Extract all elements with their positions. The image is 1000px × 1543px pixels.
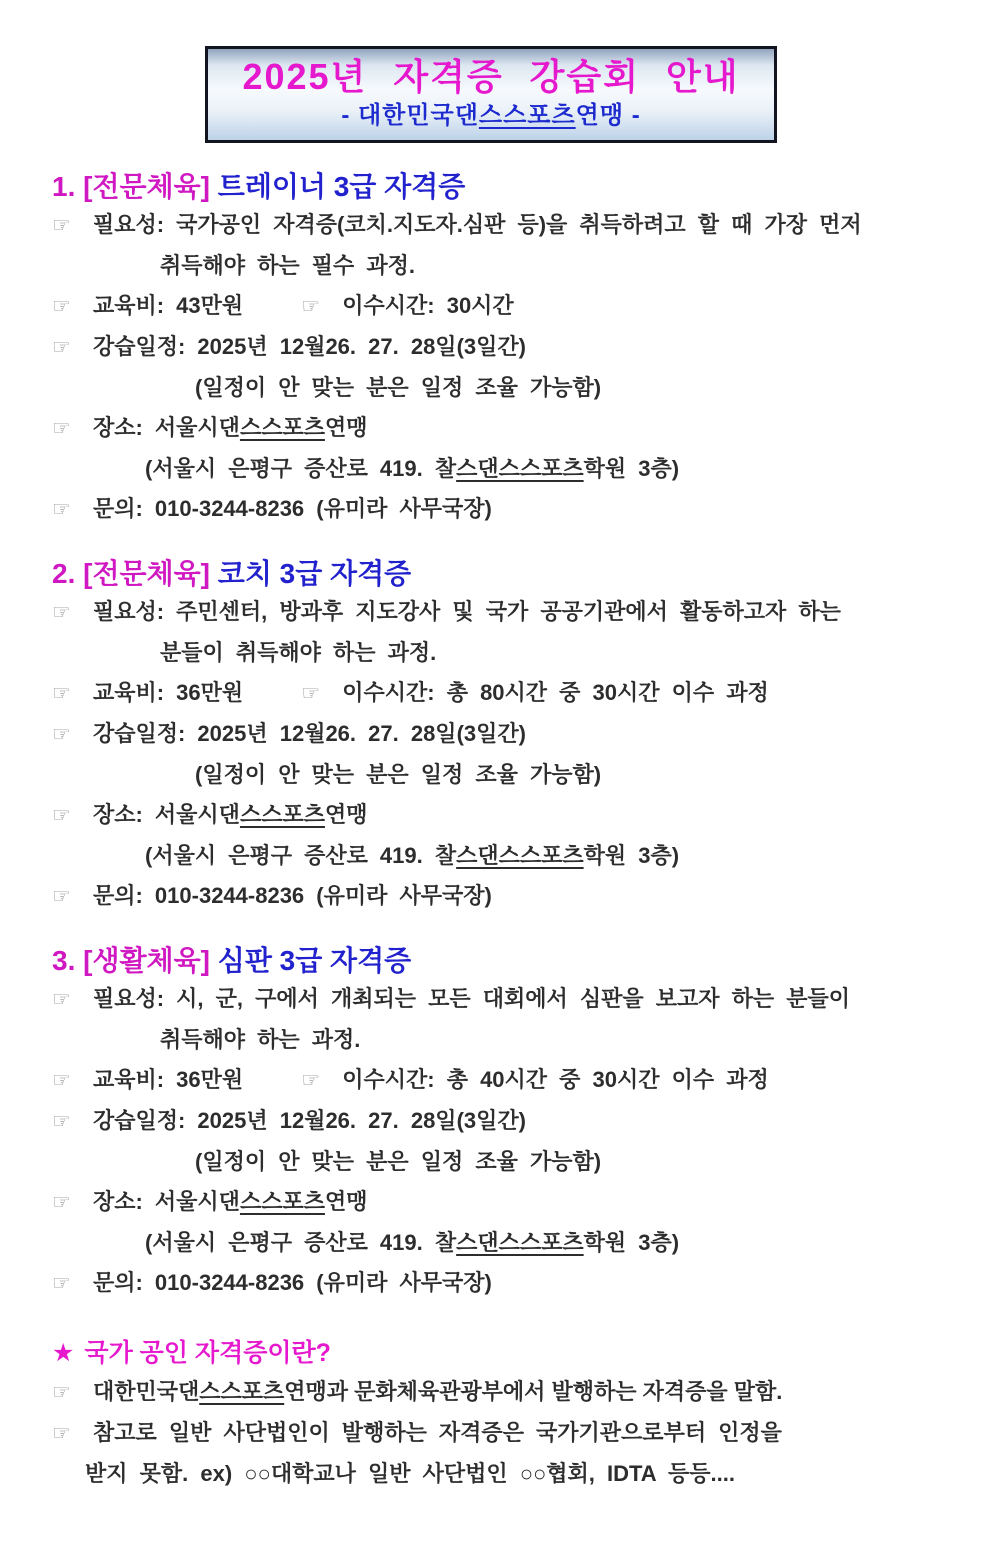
schedule-label: 강습일정: xyxy=(92,334,186,359)
need-line xyxy=(52,205,966,246)
need-line-continued: 취득해야 하는 필수 과정. xyxy=(160,253,415,278)
section-1-trainer-cert xyxy=(52,169,966,530)
venue-name-underlined: 스스포츠 xyxy=(239,1189,325,1214)
venue-line xyxy=(52,795,966,836)
contact-label: 문의: xyxy=(92,496,143,521)
pointing-hand-icon: ☞ xyxy=(52,336,71,359)
hours-value: 총 80시간 중 30시간 이수 과정 xyxy=(446,680,769,705)
pointing-hand-icon: ☞ xyxy=(52,682,71,705)
pointing-hand-icon: ☞ xyxy=(301,295,321,318)
section-title: 심판 3급 자격증 xyxy=(217,945,412,976)
venue-name-post: 연맹 xyxy=(324,415,368,440)
schedule-note: (일정이 안 맞는 분은 일정 조율 가능함) xyxy=(195,1149,602,1174)
venue-name-post: 연맹 xyxy=(324,1189,368,1214)
section-category: [전문체육] xyxy=(83,558,210,589)
footer-line-1-post: 연맹과 문화체육관광부에서 발행하는 자격증을 말함. xyxy=(284,1379,783,1404)
schedule-note: (일정이 안 맞는 분은 일정 조율 가능함) xyxy=(195,762,602,787)
fee-hours-line xyxy=(52,286,966,327)
section-heading xyxy=(52,943,966,979)
need-label: 필요성: xyxy=(92,212,165,237)
address-line xyxy=(52,449,966,489)
section-number: 1. xyxy=(52,171,76,202)
section-category: [전문체육] xyxy=(83,171,210,202)
schedule-label: 강습일정: xyxy=(92,1108,186,1133)
footer-line-1-pre: 대한민국댄 xyxy=(92,1379,200,1404)
section-title: 트레이너 3급 자격증 xyxy=(217,171,466,202)
pointing-hand-icon: ☞ xyxy=(52,214,71,237)
pointing-hand-icon: ☞ xyxy=(301,1069,321,1092)
hours-label: 이수시간: xyxy=(342,293,435,318)
star-icon: ★ xyxy=(52,1339,75,1367)
hours-value: 30시간 xyxy=(446,293,514,318)
banner-subtitle-underlined: 스스포츠 xyxy=(478,102,576,129)
footer-line-2 xyxy=(52,1413,966,1454)
pointing-hand-icon: ☞ xyxy=(52,417,71,440)
contact-label: 문의: xyxy=(92,1270,143,1295)
banner-subtitle xyxy=(212,101,770,131)
footer-line-1-text xyxy=(93,1379,782,1404)
address-pre: (서울시 은평구 증산로 419. 찰 xyxy=(145,843,457,868)
banner-subtitle-post: 연맹 - xyxy=(575,102,641,129)
venue-name xyxy=(155,802,368,827)
banner-subtitle-pre: - 대한민국댄 xyxy=(341,102,479,129)
notice-page xyxy=(0,46,1000,1543)
pointing-hand-icon: ☞ xyxy=(52,1381,71,1404)
footer-heading xyxy=(52,1334,966,1372)
fee-label: 교육비: xyxy=(92,1067,165,1092)
venue-name-pre: 서울시댄 xyxy=(154,1189,240,1214)
pointing-hand-icon: ☞ xyxy=(52,723,71,746)
address-underlined: 스댄스스포츠 xyxy=(456,843,584,868)
address-post: 학원 3층) xyxy=(583,1230,680,1255)
need-label: 필요성: xyxy=(92,986,165,1011)
venue-name-pre: 서울시댄 xyxy=(154,415,240,440)
venue-name xyxy=(155,1189,368,1214)
contact-line xyxy=(52,489,966,530)
pointing-hand-icon: ☞ xyxy=(52,1272,71,1295)
schedule-value: 2025년 12월26. 27. 28일(3일간) xyxy=(197,1108,526,1133)
pointing-hand-icon: ☞ xyxy=(52,1069,71,1092)
section-title: 코치 3급 자격증 xyxy=(217,558,412,589)
pointing-hand-icon: ☞ xyxy=(52,885,71,908)
pointing-hand-icon: ☞ xyxy=(52,1191,71,1214)
address-post: 학원 3층) xyxy=(583,843,680,868)
fee-value: 43만원 xyxy=(176,293,244,318)
fee-value: 36만원 xyxy=(176,1067,244,1092)
schedule-line xyxy=(52,327,966,368)
venue-label: 장소: xyxy=(92,1189,143,1214)
address-line xyxy=(52,836,966,876)
section-3-judge-cert xyxy=(52,943,966,1304)
contact-line xyxy=(52,876,966,917)
footer-line-1 xyxy=(52,1372,966,1413)
venue-name xyxy=(155,415,368,440)
section-category: [생활체육] xyxy=(83,945,210,976)
pointing-hand-icon: ☞ xyxy=(52,498,71,521)
pointing-hand-icon: ☞ xyxy=(301,682,321,705)
need-text: 국가공인 자격증(코치.지도자.심판 등)을 취득하려고 할 때 가장 먼저 xyxy=(176,212,862,237)
footer-note xyxy=(52,1334,966,1494)
title-banner xyxy=(205,46,777,143)
section-heading xyxy=(52,169,966,205)
schedule-note: (일정이 안 맞는 분은 일정 조율 가능함) xyxy=(195,375,602,400)
venue-line xyxy=(52,408,966,449)
footer-heading-text: 국가 공인 자격증이란? xyxy=(84,1339,331,1367)
pointing-hand-icon: ☞ xyxy=(52,1110,71,1133)
pointing-hand-icon: ☞ xyxy=(52,601,71,624)
schedule-value: 2025년 12월26. 27. 28일(3일간) xyxy=(197,334,526,359)
address-pre: (서울시 은평구 증산로 419. 찰 xyxy=(145,456,457,481)
schedule-label: 강습일정: xyxy=(92,721,186,746)
need-text: 시, 군, 구에서 개최되는 모든 대회에서 심판을 보고자 하는 분들이 xyxy=(176,986,850,1011)
venue-name-underlined: 스스포츠 xyxy=(239,802,325,827)
contact-line xyxy=(52,1263,966,1304)
pointing-hand-icon: ☞ xyxy=(52,804,71,827)
banner-title: 2025년 자격증 강습회 안내 xyxy=(242,56,740,97)
section-2-coach-cert xyxy=(52,556,966,917)
schedule-line xyxy=(52,1101,966,1142)
venue-line xyxy=(52,1182,966,1223)
schedule-value: 2025년 12월26. 27. 28일(3일간) xyxy=(197,721,526,746)
footer-line-3: 받지 못함. ex) ○○대학교나 일반 사단법인 ○○협회, IDTA 등등.... xyxy=(85,1461,735,1486)
address-underlined: 스댄스스포츠 xyxy=(456,1230,584,1255)
section-heading xyxy=(52,556,966,592)
fee-hours-line xyxy=(52,1060,966,1101)
venue-label: 장소: xyxy=(92,802,143,827)
pointing-hand-icon: ☞ xyxy=(52,988,71,1011)
pointing-hand-icon: ☞ xyxy=(52,295,71,318)
hours-label: 이수시간: xyxy=(342,1067,435,1092)
venue-name-underlined: 스스포츠 xyxy=(239,415,325,440)
section-number: 3. xyxy=(52,945,76,976)
hours-value: 총 40시간 중 30시간 이수 과정 xyxy=(446,1067,769,1092)
fee-hours-line xyxy=(52,673,966,714)
notice-body xyxy=(0,169,1000,1494)
footer-line-2-text: 참고로 일반 사단법인이 발행하는 자격증은 국가기관으로부터 인정을 xyxy=(92,1420,782,1445)
contact-value: 010-3244-8236 (유미라 사무국장) xyxy=(154,1270,492,1295)
section-number: 2. xyxy=(52,558,76,589)
need-line xyxy=(52,979,966,1020)
schedule-line xyxy=(52,714,966,755)
pointing-hand-icon: ☞ xyxy=(52,1422,71,1445)
address-pre: (서울시 은평구 증산로 419. 찰 xyxy=(145,1230,457,1255)
venue-name-post: 연맹 xyxy=(324,802,368,827)
footer-line-1-underlined: 스스포츠 xyxy=(199,1379,285,1404)
contact-value: 010-3244-8236 (유미라 사무국장) xyxy=(154,883,492,908)
need-text: 주민센터, 방과후 지도강사 및 국가 공공기관에서 활동하고자 하는 xyxy=(176,599,841,624)
venue-label: 장소: xyxy=(92,415,143,440)
contact-value: 010-3244-8236 (유미라 사무국장) xyxy=(154,496,492,521)
fee-label: 교육비: xyxy=(92,293,165,318)
need-line-continued: 취득해야 하는 과정. xyxy=(160,1027,361,1052)
need-label: 필요성: xyxy=(92,599,165,624)
fee-value: 36만원 xyxy=(176,680,244,705)
need-line xyxy=(52,592,966,633)
need-line-continued: 분들이 취득해야 하는 과정. xyxy=(160,640,437,665)
address-underlined: 스댄스스포츠 xyxy=(456,456,584,481)
address-post: 학원 3층) xyxy=(583,456,680,481)
hours-label: 이수시간: xyxy=(342,680,435,705)
venue-name-pre: 서울시댄 xyxy=(154,802,240,827)
fee-label: 교육비: xyxy=(92,680,165,705)
address-line xyxy=(52,1223,966,1263)
contact-label: 문의: xyxy=(92,883,143,908)
